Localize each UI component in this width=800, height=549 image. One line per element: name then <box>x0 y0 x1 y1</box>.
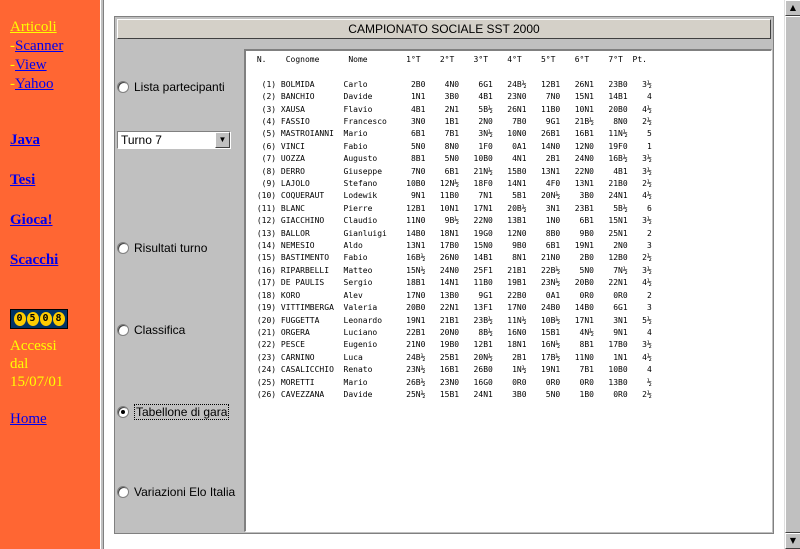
turno-select-value: Turno 7 <box>121 133 162 147</box>
scroll-down-icon[interactable]: ▼ <box>785 533 800 549</box>
counter-digit: 0 <box>14 312 26 326</box>
table-row: (20) FUGGETTA Leonardo 19N1 21B1 23B½ 11N½ 10B½ 17N1 3N1 5½ <box>252 315 652 325</box>
table-row: (18) KORO Alev 17N0 13B0 9G1 22B0 0A1 0R0 0R0 2 <box>252 290 652 300</box>
option-label: Tabellone di gara <box>136 405 228 419</box>
table-row: (23) CARNINO Luca 24B½ 25B1 20N½ 2B1 17B½ 11N0 1N1 4½ <box>252 352 652 362</box>
table-row: (11) BLANC Pierre 12B1 10N1 17N1 20B½ 3N1 23B1 5B½ 6 <box>252 203 652 213</box>
link-tesi[interactable]: Tesi <box>10 172 36 188</box>
option-label: Variazioni Elo Italia <box>134 485 236 499</box>
table-row: (3) XAUSA Flavio 4B1 2N1 5B½ 26N1 11B0 10N1 20B0 4½ <box>252 104 652 114</box>
table-row: (4) FASSIO Francesco 3N0 1B1 2N0 7B0 9G1 21B½ 8N0 2½ <box>252 117 652 127</box>
left-nav-frame <box>0 0 100 549</box>
link-java[interactable]: Java <box>10 132 40 148</box>
table-row: (22) PESCE Eugenio 21N0 19B0 12B1 18N1 16N½ 8B1 17B0 3½ <box>252 340 652 350</box>
option-label: Classifica <box>134 323 186 337</box>
turno-select[interactable] <box>117 131 231 149</box>
table-row: (7) UOZZA Augusto 8B1 5N0 10B0 4N1 2B1 24N0 16B½ 3½ <box>252 154 652 164</box>
table-row: (8) DERRO Giuseppe 7N0 6B1 21N½ 15B0 13N1 22N0 4B1 3½ <box>252 166 652 176</box>
link-home[interactable]: Home <box>10 411 47 427</box>
table-row: (21) ORGERA Luciano 22B1 20N0 8B½ 16N0 15B1 4N½ 9N1 4 <box>252 327 652 337</box>
table-spacer <box>252 66 765 78</box>
tabellone-text-area[interactable] <box>244 49 772 532</box>
option-risultati-turno[interactable] <box>117 241 207 255</box>
visit-counter <box>10 309 68 329</box>
accessi-line: 15/07/01 <box>10 374 64 390</box>
radio-icon[interactable] <box>117 81 129 93</box>
link-scanner[interactable]: Scanner <box>15 38 64 54</box>
table-row: (15) BASTIMENTO Fabio 16B½ 26N0 14B1 8N1 21N0 2B0 12B0 2½ <box>252 253 652 263</box>
table-row: (25) MORETTI Mario 26B½ 23N0 16G0 0R0 0R0 0R0 13B0 ½ <box>252 377 652 387</box>
scroll-up-icon[interactable]: ▲ <box>785 0 800 16</box>
panel-title: CAMPIONATO SOCIALE SST 2000 <box>117 19 771 39</box>
table-row: (1) BOLMIDA Carlo 2B0 4N0 6G1 24B½ 12B1 26N1 23B0 3½ <box>252 79 652 89</box>
table-row: (14) NEMESIO Aldo 13N1 17B0 15N0 9B0 6B1 19N1 2N0 3 <box>252 241 652 251</box>
table-row: (9) LAJOLO Stefano 10B0 12N½ 18F0 14N1 4F0 13N1 21B0 2½ <box>252 179 652 189</box>
table-row: (19) VITTIMBERGA Valeria 20B0 22N1 13F1 17N0 24B0 14B0 6G1 3 <box>252 303 652 313</box>
link-gioca[interactable]: Gioca! <box>10 212 53 228</box>
radio-icon[interactable] <box>117 486 129 498</box>
applet-panel <box>114 16 774 534</box>
table-row: (26) CAVEZZANA Davide 25N½ 15B1 24N1 3B0 5N0 1B0 0R0 2½ <box>252 389 652 399</box>
radio-icon[interactable] <box>117 406 129 418</box>
option-classifica[interactable] <box>117 323 185 337</box>
radio-icon[interactable] <box>117 324 129 336</box>
table-row: (2) BANCHIO Davide 1N1 3B0 4B1 23N0 7N0 15N1 14B1 4 <box>252 92 652 102</box>
counter-digit: 8 <box>53 312 65 326</box>
link-view[interactable]: View <box>15 57 47 73</box>
counter-digit: 0 <box>40 312 52 326</box>
tabellone-table <box>252 54 765 401</box>
table-row: (12) GIACCHINO Claudio 11N0 9B½ 22N0 13B1 1N0 6B1 15N1 3½ <box>252 216 652 226</box>
chevron-down-icon[interactable]: ▼ <box>215 132 230 148</box>
accessi-text <box>10 337 63 391</box>
table-row: (17) DE PAULIS Sergio 18B1 14N1 11B0 19B1 23N½ 20B0 22N1 4½ <box>252 278 652 288</box>
accessi-line: Accessi <box>10 338 57 354</box>
table-row: (16) RIPARBELLI Matteo 15N½ 24N0 25F1 21B1 22B½ 5N0 7N½ 3½ <box>252 265 652 275</box>
option-lista-partecipanti[interactable] <box>117 80 225 94</box>
option-tabellone-di-gara[interactable] <box>117 404 229 420</box>
option-label: Lista partecipanti <box>134 80 225 94</box>
counter-digit: 5 <box>27 312 39 326</box>
vertical-scrollbar[interactable] <box>784 0 800 549</box>
table-row: (24) CASALICCHIO Renato 23N½ 16B1 26B0 1N½ 19N1 7B1 10B0 4 <box>252 365 652 375</box>
accessi-line: dal <box>10 356 29 372</box>
link-scacchi[interactable]: Scacchi <box>10 252 59 268</box>
radio-icon[interactable] <box>117 242 129 254</box>
link-articoli[interactable]: Articoli <box>10 19 57 35</box>
table-row: (13) BALLOR Gianluigi 14B0 18N1 19G0 12N0 8B0 9B0 25N1 2 <box>252 228 652 238</box>
top-links: Articoli -Scanner -View -Yahoo <box>10 19 64 92</box>
content-frame <box>104 0 788 549</box>
option-label: Risultati turno <box>134 241 208 255</box>
link-yahoo[interactable]: Yahoo <box>15 76 54 92</box>
table-row: (5) MASTROIANNI Mario 6B1 7B1 3N½ 10N0 26B1 16B1 11N½ 5 <box>252 129 652 139</box>
option-variazioni-elo[interactable] <box>117 485 235 499</box>
table-row: (6) VINCI Fabio 5N0 8N0 1F0 0A1 14N0 12N0 19F0 1 <box>252 141 652 151</box>
table-header: N. Cognome Nome 1°T 2°T 3°T 4°T 5°T 6°T 7°T Pt. <box>252 55 652 64</box>
table-row: (10) COQUERAUT Lodewik 9N1 11B0 7N1 5B1 20N½ 3B0 24N1 4½ <box>252 191 652 201</box>
scrollbar-thumb[interactable] <box>785 16 800 533</box>
